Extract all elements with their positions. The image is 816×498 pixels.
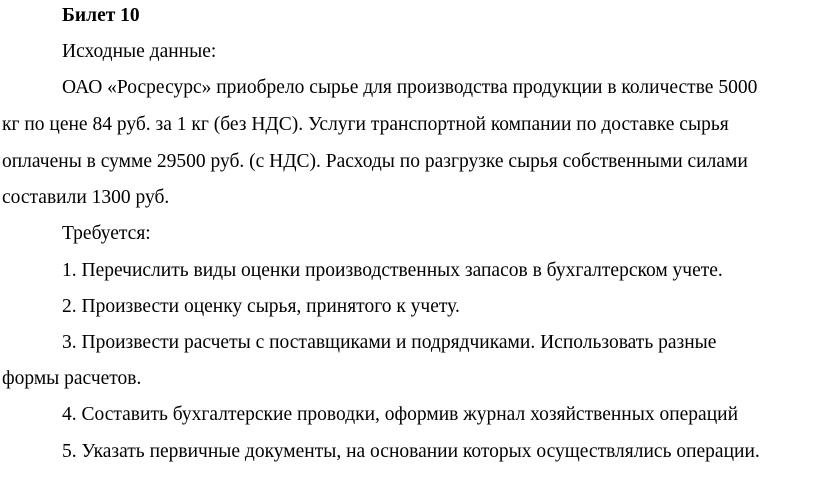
paragraph-line: оплачены в сумме 29500 руб. (с НДС). Расходы по разгрузке сырья собственными силами <box>2 151 748 172</box>
source-heading: Исходные данные: <box>62 41 217 62</box>
task-item: 1. Перечислить виды оценки производственных запасов в бухгалтерском учете. <box>62 260 723 281</box>
task-item: 3. Произвести расчеты с поставщиками и подрядчиками. Использовать разные <box>62 332 717 353</box>
paragraph-line: кг по цене 84 руб. за 1 кг (без НДС). Услуги транспортной компании по доставке сырья <box>2 114 729 135</box>
paragraph-line: ОАО «Росресурс» приобрело сырье для производства продукции в количестве 5000 <box>62 77 758 98</box>
ticket-title: Билет 10 <box>62 5 140 26</box>
task-item: 4. Составить бухгалтерские проводки, оформив журнал хозяйственных операций <box>62 404 739 425</box>
task-item: 5. Указать первичные документы, на основании которых осуществлялись операции. <box>62 441 760 462</box>
task-item-continuation: формы расчетов. <box>2 368 142 389</box>
task-item: 2. Произвести оценку сырья, принятого к учету. <box>62 296 460 317</box>
task-heading: Требуется: <box>62 223 151 244</box>
paragraph-line: составили 1300 руб. <box>2 187 170 208</box>
